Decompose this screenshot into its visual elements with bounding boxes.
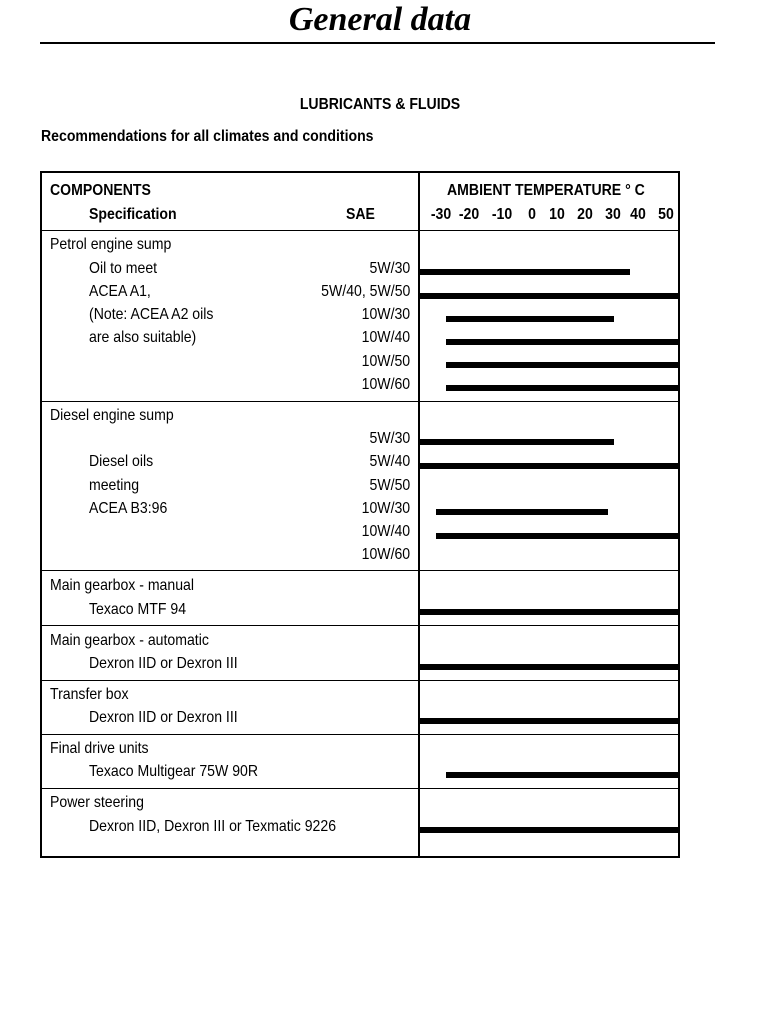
row-divider (40, 788, 680, 789)
temperature-scale-label: 30 (605, 206, 621, 223)
sae-header: SAE (346, 206, 375, 223)
section-title: LUBRICANTS & FLUIDS (299, 96, 461, 113)
temperature-scale-label: 40 (630, 206, 646, 223)
temperature-range-bar (420, 293, 679, 299)
sae-grade: 5W/40, 5W/50 (320, 283, 410, 300)
sae-grade: 10W/30 (361, 500, 410, 517)
spec-line: Diesel oils (89, 453, 154, 470)
spec-line: Oil to meet (89, 260, 158, 277)
spec-line: (Note: ACEA A2 oils (89, 306, 214, 323)
spec-line: Dexron IID or Dexron III (89, 709, 238, 726)
spec-line: meeting (89, 477, 140, 494)
sae-grade: 10W/50 (361, 353, 410, 370)
row-divider (40, 625, 680, 626)
temperature-header: AMBIENT TEMPERATURE ° C (447, 182, 645, 199)
temperature-range-bar (446, 385, 679, 391)
temperature-range-bar (420, 827, 679, 833)
spec-line: Dexron IID, Dexron III or Texmatic 9226 (89, 818, 337, 835)
temperature-range-bar (446, 772, 679, 778)
sae-grade: 10W/40 (361, 523, 410, 540)
spec-line: Texaco MTF 94 (89, 601, 187, 618)
spec-line: ACEA B3:96 (89, 500, 168, 517)
group-name-gearbox-automatic: Main gearbox - automatic (50, 632, 209, 649)
row-divider (40, 680, 680, 681)
sae-grade: 5W/40 (369, 453, 410, 470)
sae-grade: 10W/60 (361, 546, 410, 563)
specification-header: Specification (89, 206, 177, 223)
group-name-final-drive: Final drive units (50, 740, 149, 757)
temperature-range-bar (420, 269, 630, 275)
components-header: COMPONENTS (50, 182, 151, 199)
sae-grade: 10W/60 (361, 376, 410, 393)
spec-line: are also suitable) (89, 329, 197, 346)
temperature-scale-label: 0 (528, 206, 536, 223)
temperature-scale-label: -30 (430, 206, 452, 223)
temperature-range-bar (436, 509, 608, 515)
header-divider (40, 230, 680, 231)
row-divider (40, 734, 680, 735)
sae-grade: 5W/50 (369, 477, 410, 494)
temperature-range-bar (436, 533, 679, 539)
temperature-range-bar (420, 609, 679, 615)
spec-line: Texaco Multigear 75W 90R (89, 763, 259, 780)
sae-grade: 5W/30 (369, 430, 410, 447)
group-name-gearbox-manual: Main gearbox - manual (50, 577, 195, 594)
page-title: General data (288, 1, 472, 38)
temperature-range-bar (420, 718, 679, 724)
temperature-range-bar (446, 362, 679, 368)
row-divider (40, 401, 680, 402)
temperature-scale-label: 20 (577, 206, 593, 223)
sae-grade: 5W/30 (369, 260, 410, 277)
group-name-power-steering: Power steering (50, 794, 144, 811)
temperature-scale-label: 50 (658, 206, 674, 223)
temperature-range-bar (420, 664, 679, 670)
temperature-scale-label: 10 (549, 206, 565, 223)
temperature-range-bar (446, 316, 614, 322)
temperature-scale-label: -10 (491, 206, 513, 223)
sae-grade: 10W/30 (361, 306, 410, 323)
row-divider (40, 570, 680, 571)
sae-grade: 10W/40 (361, 329, 410, 346)
title-rule (40, 42, 715, 44)
recommendation-text: Recommendations for all climates and conditions (41, 128, 374, 145)
group-name-petrol: Petrol engine sump (50, 236, 172, 253)
temperature-range-bar (420, 439, 614, 445)
temperature-range-bar (420, 463, 679, 469)
group-name-transfer-box: Transfer box (50, 686, 129, 703)
spec-line: ACEA A1, (89, 283, 151, 300)
spec-line: Dexron IID or Dexron III (89, 655, 238, 672)
temperature-scale-label: -20 (458, 206, 480, 223)
group-name-diesel: Diesel engine sump (50, 407, 174, 424)
temperature-range-bar (446, 339, 679, 345)
